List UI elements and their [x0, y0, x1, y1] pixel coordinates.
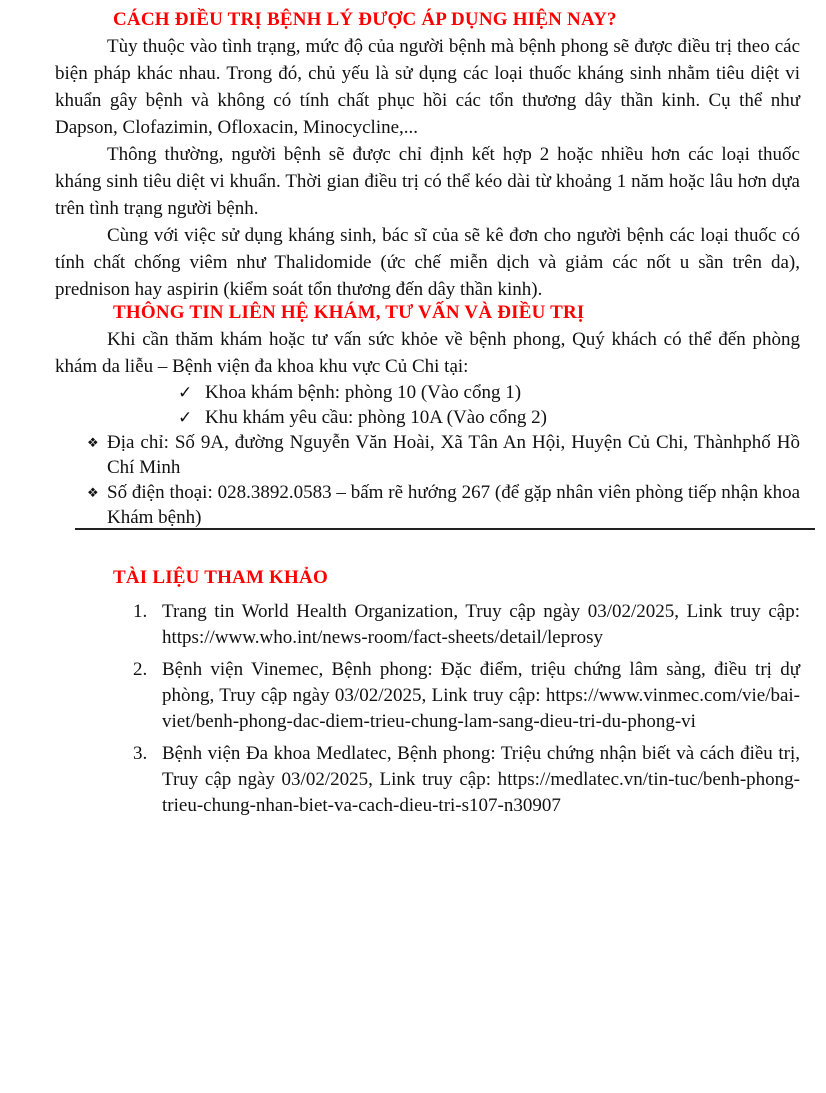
reference-item: [133, 741, 800, 819]
treatment-paragraph-3: Cùng với việc sử dụng kháng sinh, bác sĩ của sẽ kê đơn cho người bệnh các loại thuốc có tính chất chống viêm như Thalidomide (ức chế miễn dịch và giảm các nốt u sần trên da), prednison hay aspirin (kiểm soát tổn thương đến dây thần kinh).: [55, 225, 800, 300]
treatment-heading: CÁCH ĐIỀU TRỊ BỆNH LÝ ĐƯỢC ÁP DỤNG HIỆN NAY?: [113, 9, 617, 30]
checkmark-icon: ✓: [178, 408, 193, 427]
contact-phone-item: [55, 480, 800, 530]
section-treatment: [55, 6, 800, 303]
clinic-item-text: Khoa khám bệnh: phòng 10 (Vào cổng 1): [205, 382, 522, 403]
treatment-paragraph-1: Tùy thuộc vào tình trạng, mức độ của người bệnh mà bệnh phong sẽ được điều trị theo các biện pháp khác nhau. Trong đó, chủ yếu là sử dụng các loại thuốc kháng sinh nhằm tiêu diệt vi khuẩn gây bệnh và không có tính chất phục hồi các tổn thương dây thần kinh. Cụ thể như Dapson, Clofazimin, Ofloxacin, Minocycline,...: [55, 36, 800, 138]
contact-intro: Khi cần thăm khám hoặc tư vấn sức khỏe về bệnh phong, Quý khách có thể đến phòng khám da liễu – Bệnh viện đa khoa khu vực Củ Chi tại:: [55, 329, 800, 377]
checkmark-icon: ✓: [178, 383, 193, 402]
reference-item: [133, 599, 800, 651]
treatment-paragraph-2: Thông thường, người bệnh sẽ được chỉ định kết hợp 2 hoặc nhiều hơn các loại thuốc kháng sinh tiêu diệt vi khuẩn. Thời gian điều trị có thể kéo dài từ khoảng 1 năm hoặc lâu hơn dựa trên tình trạng người bệnh.: [55, 144, 800, 219]
reference-text: Bệnh viện Vinemec, Bệnh phong: Đặc điểm, triệu chứng lâm sàng, điều trị dự phòng, Truy cập ngày 03/02/2025, Link truy cập: https://www.vinmec.com/vie/bai-viet/benh-phong-dac-diem-trieu-chung-lam-sang-dieu-tri-du-phong-vi: [162, 659, 800, 732]
contact-heading: THÔNG TIN LIÊN HỆ KHÁM, TƯ VẤN VÀ ĐIỀU TRỊ: [113, 302, 585, 323]
reference-number: 3.: [133, 743, 148, 764]
diamond-bullet-icon: ❖: [87, 435, 99, 450]
reference-number: 2.: [133, 659, 148, 680]
contact-address-item: [55, 430, 800, 480]
clinic-list-item: [178, 380, 800, 405]
section-divider: [75, 528, 815, 530]
phone-text: Số điện thoại: 028.3892.0583 – bấm rẽ hướng 267 (để gặp nhân viên phòng tiếp nhận khoa Khám bệnh): [107, 482, 800, 528]
clinic-item-text: Khu khám yêu cầu: phòng 10A (Vào cổng 2): [205, 407, 547, 428]
section-references: [55, 564, 800, 819]
diamond-bullet-icon: ❖: [87, 485, 99, 500]
reference-text: Trang tin World Health Organization, Truy cập ngày 03/02/2025, Link truy cập: https://www.who.int/news-room/fact-sheets/detail/leprosy: [162, 601, 800, 648]
clinic-list-item: [178, 405, 800, 430]
references-heading: TÀI LIỆU THAM KHẢO: [113, 567, 328, 588]
reference-item: [133, 657, 800, 735]
address-text: Địa chỉ: Số 9A, đường Nguyễn Văn Hoài, Xã Tân An Hội, Huyện Củ Chi, Thànhphố Hồ Chí Minh: [107, 432, 800, 478]
reference-number: 1.: [133, 601, 148, 622]
section-contact: [55, 299, 800, 530]
reference-text: Bệnh viện Đa khoa Medlatec, Bệnh phong: Triệu chứng nhận biết và cách điều trị, Truy cập ngày 03/02/2025, Link truy cập: https://medlatec.vn/tin-tuc/benh-phong-trieu-chung-nhan-biet-va-cach-dieu-tri-s107-n30907: [162, 743, 800, 816]
